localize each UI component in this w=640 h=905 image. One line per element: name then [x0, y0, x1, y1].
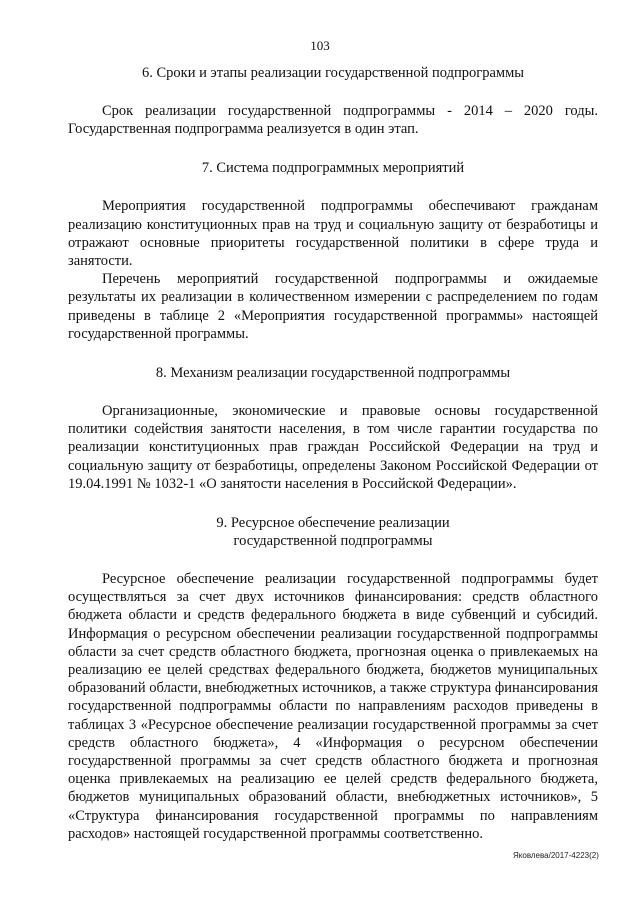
section-9-paragraph-1: Ресурсное обеспечение реализации государственной подпрограммы будет осуществляться за счет двух источников финансирования: средств областного бюджета области и средств федерального бюджета в виде субвенций и субсидий. Информация о ресурсном обеспечении реализации государственной подпрограммы области за счет средств областного бюджета, прогнозная оценка о привлекаемых на реализацию ее целей средствах федерального бюджета, бюджетов муниципальных образований области, внебюджетных источников, а также структура финансирования государственной подпрограммы области по направлениям расходов приведены в таблицах 3 «Ресурсное обеспечение реализации государственной программы за счет средств областного бюджета», 4 «Информация о ресурсном обеспечении государственной программы за счет средств областного бюджета и прогнозная оценка привлекаемых на реализацию ее целей средств федерального бюджета, бюджетов муниципальных образований области, внебюджетных источников», 5 «Структура финансирования государственной программы по направлениям расходов» настоящей государственной программы соответственно. — [68, 571, 598, 842]
section-8 — [68, 364, 598, 493]
section-9-heading-line-1: 9. Ресурсное обеспечение реализации — [216, 515, 450, 532]
section-9 — [68, 514, 598, 843]
document-body — [68, 64, 598, 843]
section-7-paragraph-1: Мероприятия государственной подпрограммы обеспечивают гражданам реализацию конституционных прав на труд и социальную защиту от безработицы и отражают основные приоритеты государственной политики в сфере труда и занятости. — [68, 198, 598, 270]
section-6-paragraph-1: Срок реализации государственной подпрограммы - 2014 – 2020 годы. Государственная подпрограмма реализуется в один этап. — [68, 103, 598, 138]
section-6-heading: 6. Сроки и этапы реализации государственной подпрограммы — [141, 65, 524, 81]
section-8-paragraph-1: Организационные, экономические и правовые основы государственной политики содействия занятости населения, в том числе гарантии государства по реализации конституционных прав граждан Российской Федерации на труд и социальную защиту от безработицы, определены Законом Российской Федерации от 19.04.1991 № 1032-1 «О занятости населения в Российской Федерации». — [68, 403, 598, 492]
section-7-heading: 7. Система подпрограммных мероприятий — [201, 160, 465, 177]
section-7-paragraph-2: Перечень мероприятий государственной подпрограммы и ожидаемые результаты их реализации в количественном измерении с распределением по годам приведены в таблице 2 «Мероприятия государственной программы» настоящей государственной программы. — [68, 271, 598, 342]
section-8-heading: 8. Механизм реализации государственной подпрограммы — [155, 365, 511, 382]
section-7 — [68, 159, 598, 343]
page-number: 103 — [310, 38, 330, 53]
section-9-heading-line-2: государственной подпрограммы — [233, 533, 433, 550]
document-footer-code: Яковлева/2017-4223(2) — [513, 851, 599, 860]
section-6 — [68, 64, 598, 138]
